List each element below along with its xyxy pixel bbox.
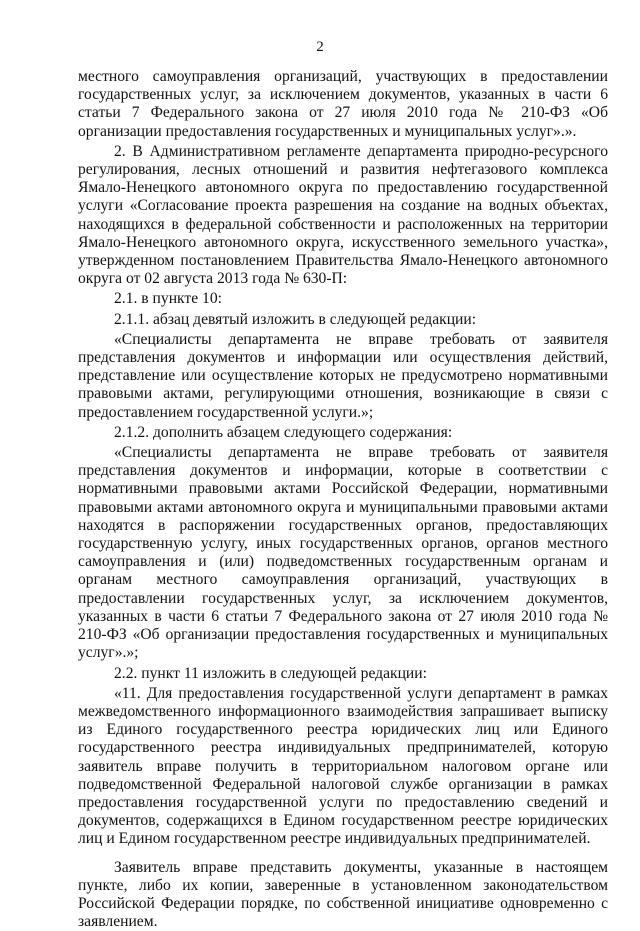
paragraph-item-2: 2. В Административном регламенте департамента природно-ресурсного регулирования, лесных отношений и развития нефтегазового комплекса Ямало-Ненецкого автономного округа по предоставлению государственной услуги «Согласование проекта разрешения на создание на водных объектах, находящихся в федеральной собственности и расположенных на территории Ямало-Ненецкого автономного округа, искусственного земельного участка», утвержденном постановлением Правительства Ямало-Ненецкого автономного округа от 02 августа 2013 года № 630-П: [78,142,608,288]
paragraph-quote-specialists-1: «Специалисты департамента не вправе требовать от заявителя представления документов и информации или осуществления действий, представление или осуществление которых не предусмотрено нормативными правовыми актами, регулирующими отношения, возникающие в связи с предоставлением государственной услуги.»; [78,330,608,421]
page-number: 2 [316,39,324,55]
paragraph-item-2-1-1: 2.1.1. абзац девятый изложить в следующей редакции: [114,310,477,328]
paragraph-item-2-2: 2.2. пункт 11 изложить в следующей редакции: [114,664,427,682]
paragraph-item-2-1-2: 2.1.2. дополнить абзацем следующего содержания: [114,423,453,441]
document-body [78,68,608,931]
paragraph-quote-item-11: «11. Для предоставления государственной услуги департамент в рамках межведомственного информационного взаимодействия запрашивает выписку из Единого государственного реестра юридических лиц или Единого государственного реестра индивидуальных предпринимателей, которую заявитель вправе получить в территориальном налоговом органе или подведомственной Федеральной налоговой службе организации в рамках предоставления государственной услуги по предоставлению сведений и документов, содержащихся в Едином государственном реестре юридических лиц и Едином государственном реестре индивидуальных предпринимателей. [78,684,608,848]
paragraph-continuation: местного самоуправления организаций, участвующих в предоставлении государственных услуг, за исключением документов, указанных в части 6 статьи 7 Федерального закона от 27 июля 2010 года № 210-ФЗ «Об организации предоставления государственных и муниципальных услуг».». [78,68,608,140]
paragraph-item-2-1: 2.1. в пункте 10: [114,290,222,308]
paragraph-applicant-right: Заявитель вправе представить документы, указанные в настоящем пункте, либо их копии, заверенные в установленном законодательством Российской Федерации порядке, по собственной инициативе одновременно с заявлением. [78,858,608,931]
paragraph-quote-specialists-2: «Специалисты департамента не вправе требовать от заявителя представления документов и информации, которые в соответствии с нормативными правовыми актами Российской Федерации, нормативными правовыми актами автономного округа и муниципальными правовыми актами находятся в распоряжении государственных органов, предоставляющих государственную услугу, иных государственных органов, органов местного самоуправления и (или) подведомственных государственным органам и органам местного самоуправления организаций, участвующих в предоставлении государственных услуг, за исключением документов, указанных в части 6 статьи 7 Федерального закона от 27 июля 2010 года № 210-ФЗ «Об организации предоставления государственных и муниципальных услуг».»; [78,444,608,662]
